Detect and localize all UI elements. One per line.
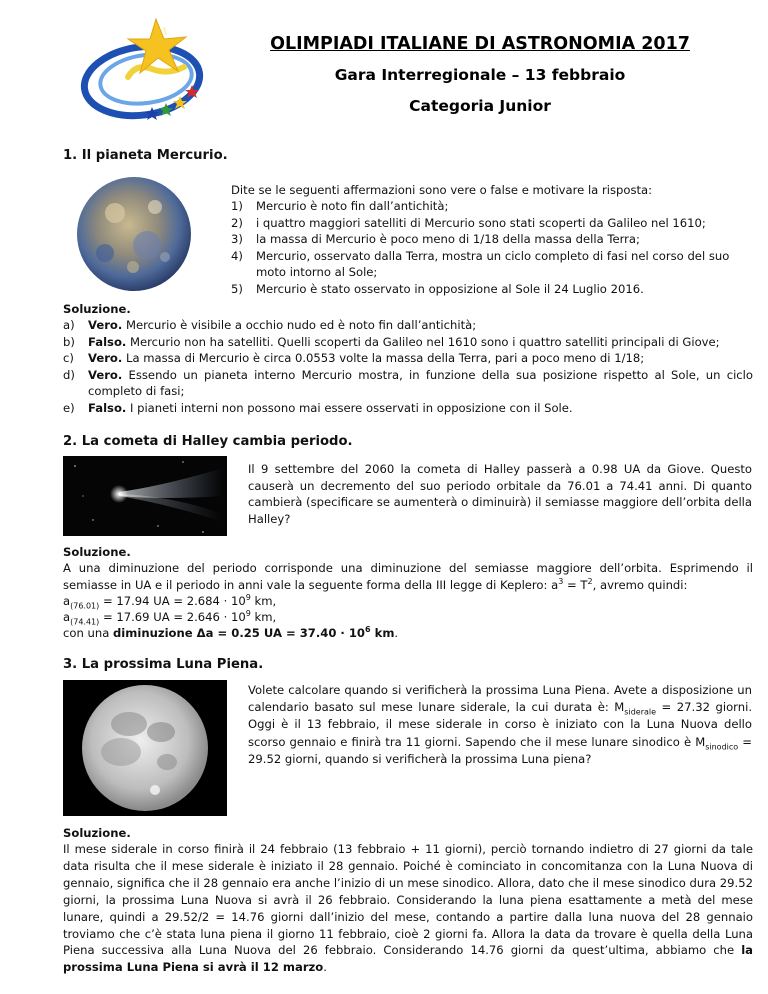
list-item: 3) la massa di Mercurio è poco meno di 1/18 della massa della Terra; [231, 232, 640, 247]
mercury-image [75, 175, 193, 293]
moon-image [63, 680, 227, 816]
section-3-heading: 3. La prossima Luna Piena. [63, 657, 264, 672]
section-2-conclusion: con una diminuzione Δa = 0.25 UA = $37.40 \cdot 10^6$ km. [63, 625, 399, 640]
equation-a2: $a_{(74.41)} = 17.69$ UA = $2.646 \cdot 10^9$ km, [63, 609, 277, 627]
list-item: 1) Mercurio è noto fin dall’antichità; [231, 199, 449, 213]
solution-label: Soluzione. [63, 302, 131, 316]
section-3-solution: Il mese siderale in corso finirà il 24 febbraio (13 febbraio + 11 giorni), perciò tornando indietro di 27 giorni da tale data risulta che il mese siderale è iniziato il 28 gennaio. Poiché è cominciato in concomitanza con la Luna Nuova di gennaio, significa che il 28 gennaio era anche l’inizio di un mese sinodico. Allora, dato che il mese sinodico dura 29.52 giorni, la prossima Luna Nuova si avrà il 26 febbraio. Considerando la luna piena esattamente a metà del mese lunare, quindi a 29.52/2 = 14.76 giorni dall’inizio del mese, contando a partire dalla luna nuova del 28 gennaio troviamo che c’è stata luna piena il giorno 11 febbraio, cioè 2 giorni fa. Allora la data da trovare è quella della Luna Piena successiva alla Luna Nuova del 26 febbraio. Considerando 14.76 giorni da quest’ultima, abbiamo che la prossima Luna Piena si avrà il 12 marzo. [63, 842, 753, 975]
list-item: e) Falso. I pianeti interni non possono mai essere osservati in opposizione con il Sole. [63, 400, 573, 415]
category-label: Categoria Junior [409, 97, 551, 115]
list-item: a) Vero. Mercurio è visibile a occhio nudo ed è noto fin dall’antichità; [63, 318, 477, 332]
section-1-heading: 1. Il pianeta Mercurio. [63, 148, 228, 163]
section-2-heading: 2. La cometa di Halley cambia periodo. [63, 434, 353, 449]
list-item: 4) Mercurio, osservato dalla Terra, mostra un ciclo completo di fasi nel corso del suo moto intorno al Sole; [231, 248, 730, 280]
statement-list [231, 198, 751, 298]
page-subtitle: Gara Interregionale – 13 febbraio [334, 66, 626, 84]
equation-a1: $a_{(76.01)} = 17.94$ UA = $2.684 \cdot 10^9$ km, [63, 593, 277, 611]
solution-label: Soluzione. [63, 826, 131, 840]
section-3-problem: Volete calcolare quando si verificherà la prossima Luna Piena. Avete a disposizione un calendario basato sul mese lunare siderale, la cui durata è: $M_{siderale} = 27.32$ giorni. Oggi è il 13 febbraio, il mese siderale in corso è iniziato con la Luna Nuova dello scorso gennaio e finirà tra 11 giorni. Sapendo che il mese lunare sinodico è $M_{sinodico} = 29.52$ giorni, quando si verificherà la prossima Luna piena? [248, 683, 752, 766]
section-2-problem: Il 9 settembre del 2060 la cometa di Halley passerà a 0.98 UA da Giove. Questo causerà un decremento del suo periodo orbitale da 76.01 a 74.41 anni. Di quanto cambierà (specificare se aumenterà o diminuirà) il semiasse maggiore dell’orbita della Halley? [248, 462, 753, 526]
list-item: 2) i quattro maggiori satelliti di Mercurio sono stati scoperti da Galileo nel 1610; [231, 215, 706, 230]
comet-image [63, 456, 227, 536]
list-item: 5) Mercurio è stato osservato in opposizione al Sole il 24 Luglio 2016. [231, 281, 644, 296]
section-1-intro: Dite se le seguenti affermazioni sono vere o false e motivare la risposta: [231, 183, 653, 197]
list-item: c) Vero. La massa di Mercurio è circa 0.0553 volte la massa della Terra, pari a poco meno di 1/18; [63, 351, 645, 366]
answer-list [63, 317, 753, 417]
olympiad-logo [76, 15, 216, 123]
solution-label: Soluzione. [63, 545, 131, 559]
list-item: b) Falso. Mercurio non ha satelliti. Quelli scoperti da Galileo nel 1610 sono i quattro satelliti principali di Giove; [63, 334, 720, 349]
list-item: d) Vero. Essendo un pianeta interno Mercurio mostra, in funzione della sua posizione rispetto al Sole, un ciclo completo di fasi; [63, 367, 753, 399]
page-title: OLIMPIADI ITALIANE DI ASTRONOMIA 2017 [270, 34, 690, 54]
section-2-solution: A una diminuzione del periodo corrisponde una diminuzione del semiasse maggiore dell’orbita. Esprimendo il semiasse in UA e il periodo in anni vale la seguente forma della III legge di Keplero: $a^3 = T^2$, avremo quindi: [63, 561, 753, 592]
